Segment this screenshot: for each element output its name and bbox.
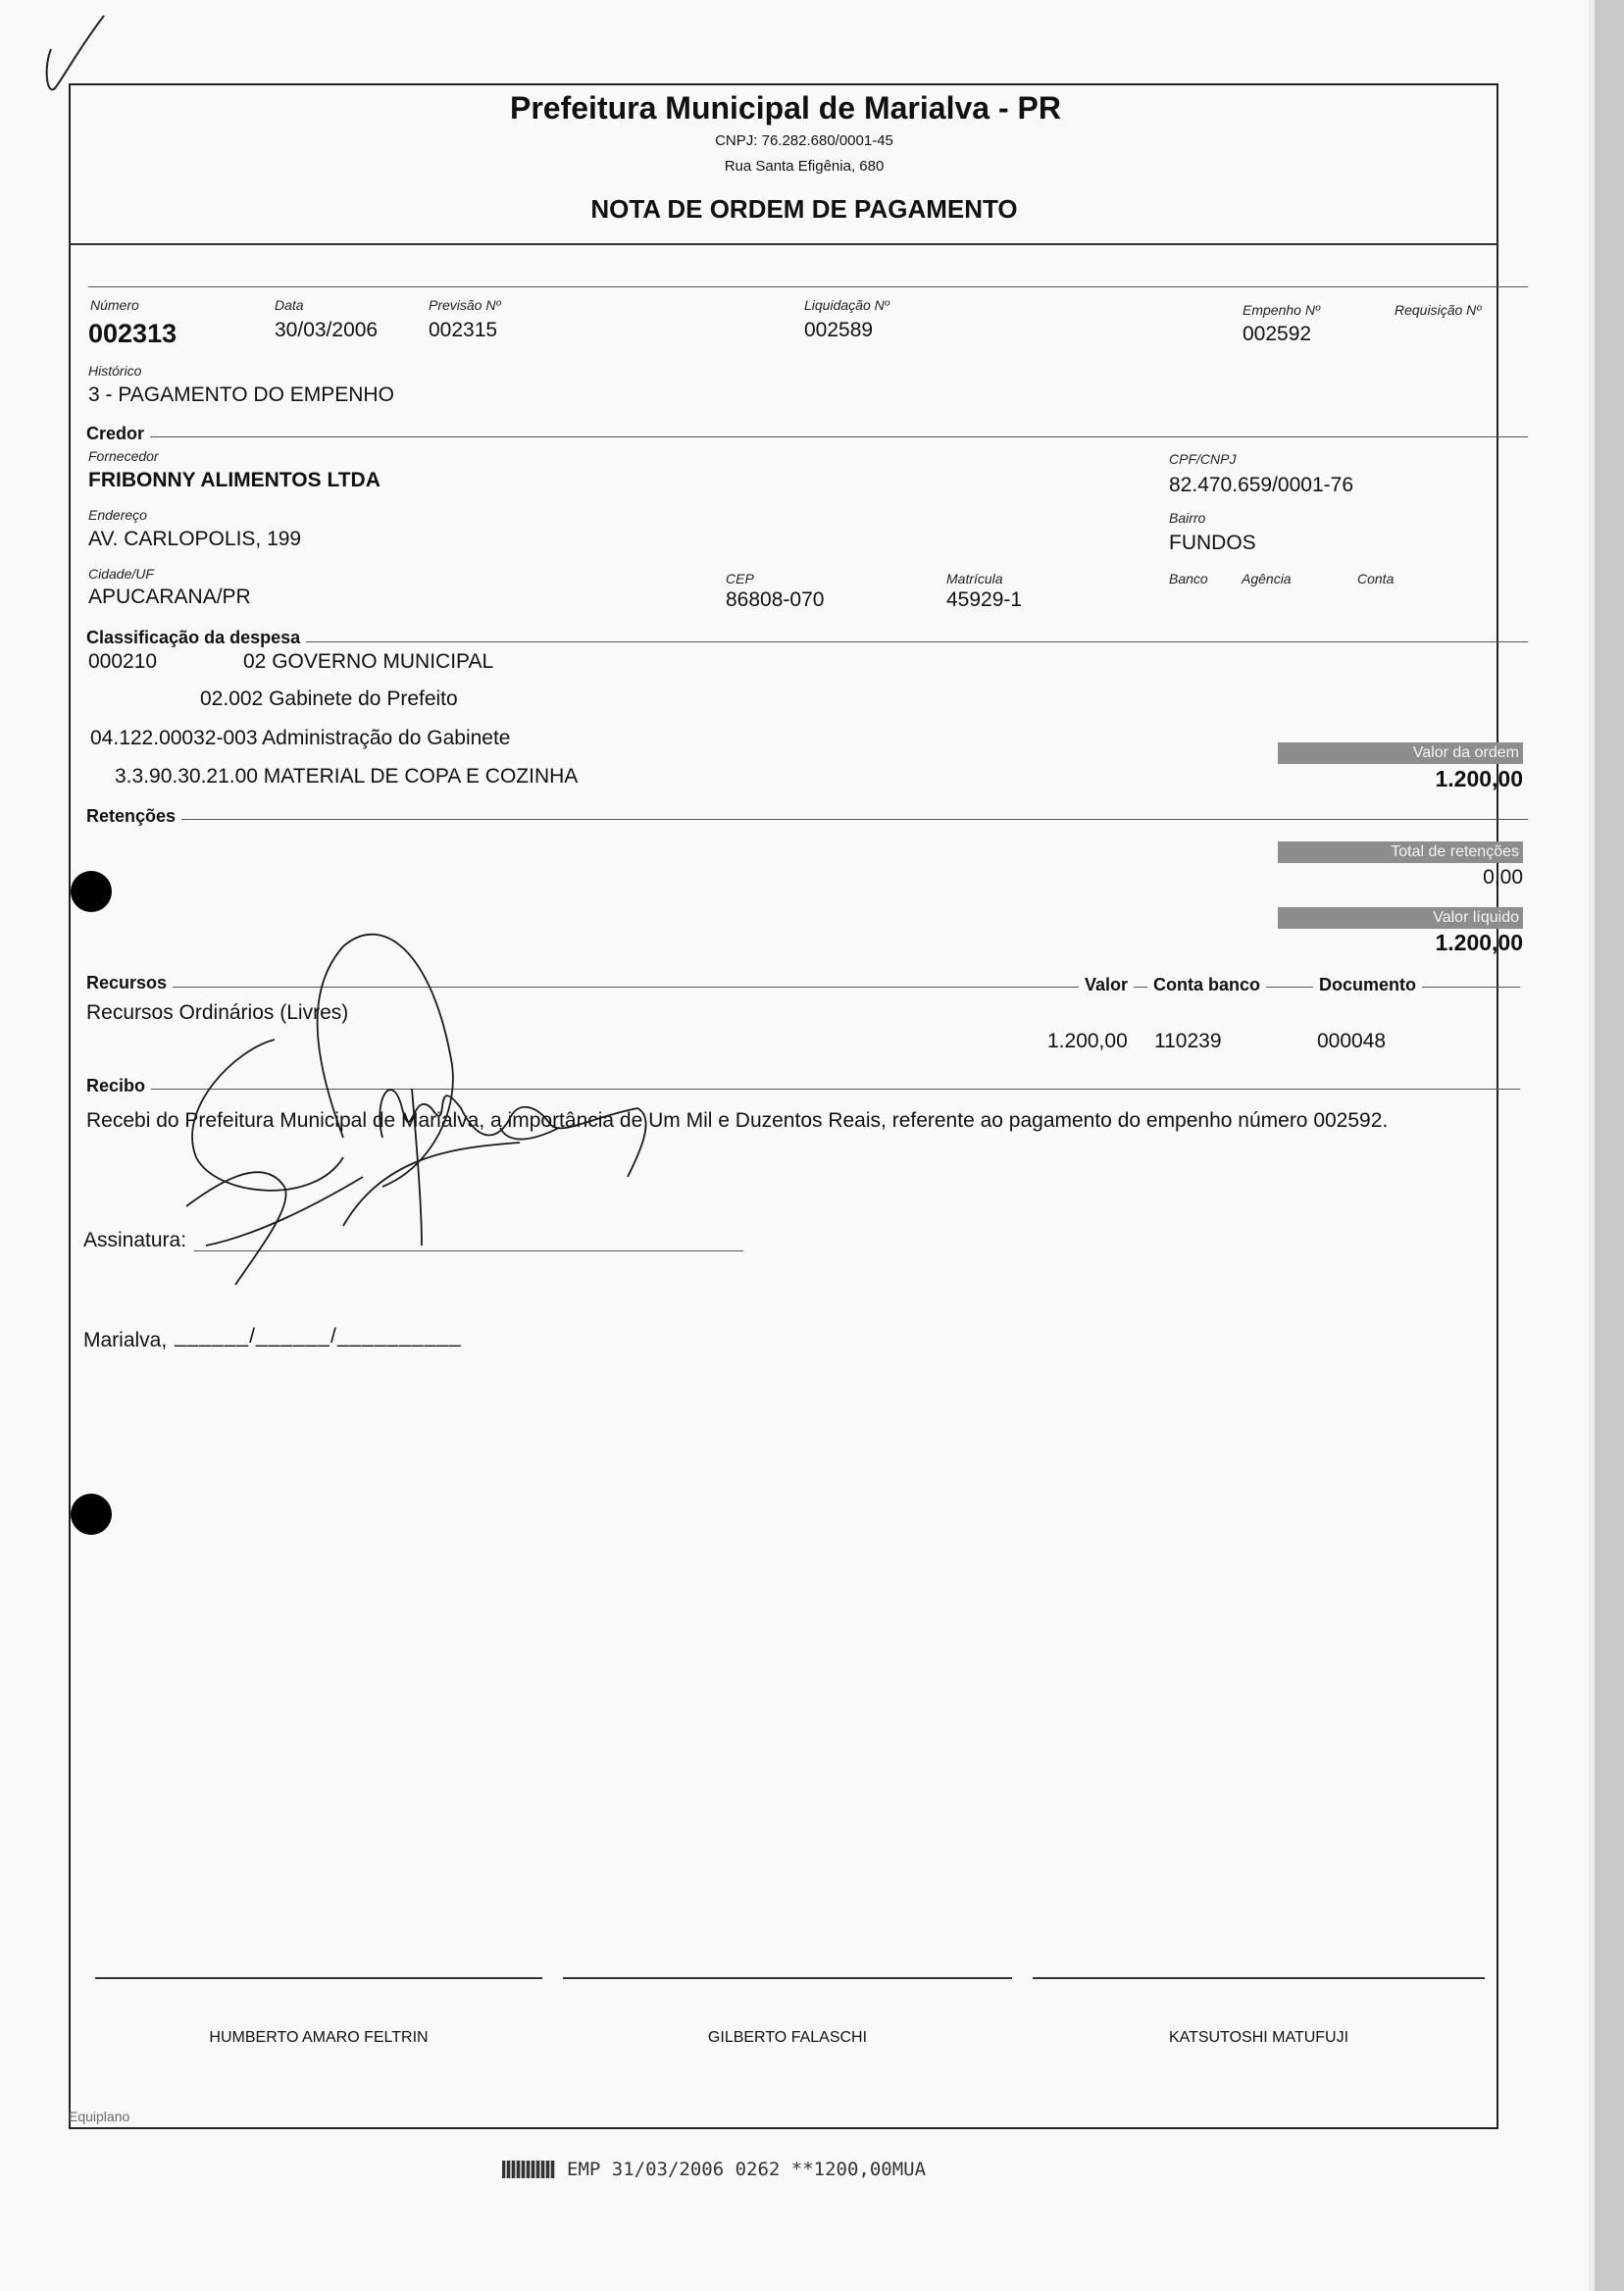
agencia-label: Agência bbox=[1242, 571, 1292, 586]
signature-line-3 bbox=[1033, 1977, 1485, 1979]
recibo-section-title: Recibo bbox=[86, 1076, 151, 1096]
credor-section-title: Credor bbox=[86, 424, 150, 444]
recursos-conta: 110239 bbox=[1154, 1030, 1222, 1052]
signature-line-2 bbox=[563, 1977, 1012, 1979]
banco-label: Banco bbox=[1169, 571, 1208, 586]
bairro-value: FUNDOS bbox=[1169, 532, 1256, 554]
historico-value: 3 - PAGAMENTO DO EMPENHO bbox=[88, 383, 394, 406]
cidade-value: APUCARANA/PR bbox=[88, 585, 251, 608]
classificacao-line4: 3.3.90.30.21.00 MATERIAL DE COPA E COZINHA bbox=[115, 765, 579, 788]
credor-divider bbox=[88, 436, 1528, 437]
stamp-barcode-icon bbox=[502, 2161, 555, 2178]
previsao-value: 002315 bbox=[429, 319, 498, 341]
signature-line-1 bbox=[95, 1977, 542, 1979]
classificacao-line1: 02 GOVERNO MUNICIPAL bbox=[243, 650, 494, 673]
header-divider bbox=[69, 243, 1498, 245]
retencoes-total-value: 0,00 bbox=[1483, 866, 1523, 889]
matricula-label: Matrícula bbox=[946, 571, 1003, 586]
recibo-text: Recebi do Prefeitura Municipal de Marialva, a importância de Um Mil e Duzentos Reais, referente ao pagamento do empenho número 002592. bbox=[86, 1109, 1389, 1132]
recursos-documento-header: Documento bbox=[1313, 975, 1422, 995]
scan-edge bbox=[1595, 0, 1624, 2291]
institution-cnpj: CNPJ: 76.282.680/0001-45 bbox=[715, 132, 893, 149]
cidade-label: Cidade/UF bbox=[88, 566, 154, 582]
bank-authentication-stamp bbox=[502, 2159, 926, 2180]
classificacao-code: 000210 bbox=[88, 650, 158, 673]
institution-address: Rua Santa Efigênia, 680 bbox=[724, 158, 885, 175]
valor-ordem-value: 1.200,00 bbox=[1435, 766, 1523, 791]
recursos-valor: 1.200,00 bbox=[1047, 1030, 1128, 1052]
local-label: Marialva, bbox=[83, 1329, 168, 1351]
classificacao-line3: 04.122.00032-003 Administração do Gabinete bbox=[90, 727, 511, 749]
document-title: NOTA DE ORDEM DE PAGAMENTO bbox=[590, 194, 1018, 224]
signatory-name-3: KATSUTOSHI MATUFUJI bbox=[1168, 2029, 1349, 2046]
software-brand: Equiplano bbox=[69, 2109, 130, 2124]
stamp-text: EMP 31/03/2006 0262 **1200,00MUA bbox=[567, 2159, 927, 2180]
data-label: Data bbox=[275, 297, 304, 313]
valor-liquido-value: 1.200,00 bbox=[1435, 930, 1523, 955]
previsao-label: Previsão Nº bbox=[429, 297, 501, 313]
recursos-documento: 000048 bbox=[1317, 1030, 1387, 1052]
requisicao-label: Requisição Nº bbox=[1395, 302, 1482, 318]
valor-ordem-label: Valor da ordem bbox=[1278, 742, 1523, 764]
recursos-section-title: Recursos bbox=[86, 973, 173, 993]
classificacao-section-title: Classificação da despesa bbox=[86, 628, 306, 648]
punch-hole-bottom bbox=[71, 1494, 112, 1535]
ids-divider bbox=[88, 286, 1528, 287]
liquidacao-value: 002589 bbox=[804, 319, 874, 341]
fornecedor-value: FRIBONNY ALIMENTOS LTDA bbox=[88, 469, 381, 491]
signatory-name-1: HUMBERTO AMARO FELTRIN bbox=[209, 2029, 429, 2046]
classificacao-line2: 02.002 Gabinete do Prefeito bbox=[200, 687, 458, 710]
valor-liquido-label: Valor líquido bbox=[1278, 907, 1523, 929]
recursos-fonte: Recursos Ordinários (Livres) bbox=[86, 1001, 349, 1024]
liquidacao-label: Liquidação Nº bbox=[804, 297, 889, 313]
cep-label: CEP bbox=[726, 571, 754, 586]
handwritten-signature bbox=[147, 912, 677, 1324]
cep-value: 86808-070 bbox=[726, 588, 825, 611]
data-value: 30/03/2006 bbox=[275, 319, 379, 341]
matricula-value: 45929-1 bbox=[946, 588, 1023, 611]
historico-label: Histórico bbox=[88, 363, 142, 379]
numero-label: Número bbox=[90, 297, 139, 313]
recursos-valor-header: Valor bbox=[1079, 975, 1134, 995]
endereco-value: AV. CARLOPOLIS, 199 bbox=[88, 528, 302, 550]
empenho-value: 002592 bbox=[1243, 323, 1312, 345]
cpf-label: CPF/CNPJ bbox=[1169, 451, 1237, 467]
date-blank: ______/______/__________ bbox=[175, 1325, 462, 1348]
bairro-label: Bairro bbox=[1169, 510, 1206, 526]
retencoes-total-label: Total de retenções bbox=[1278, 841, 1523, 863]
numero-value: 002313 bbox=[88, 319, 178, 348]
fornecedor-label: Fornecedor bbox=[88, 448, 159, 464]
cpf-value: 82.470.659/0001-76 bbox=[1169, 474, 1354, 496]
retencoes-divider bbox=[88, 819, 1528, 820]
retencoes-section-title: Retenções bbox=[86, 806, 181, 827]
empenho-label: Empenho Nº bbox=[1243, 302, 1321, 318]
conta-label: Conta bbox=[1357, 571, 1395, 586]
endereco-label: Endereço bbox=[88, 507, 147, 523]
assinatura-label: Assinatura: bbox=[83, 1229, 187, 1251]
recursos-conta-header: Conta banco bbox=[1147, 975, 1266, 995]
institution-title: Prefeitura Municipal de Marialva - PR bbox=[510, 90, 1061, 126]
signatory-name-2: GILBERTO FALASCHI bbox=[707, 2029, 868, 2046]
punch-hole-top bbox=[71, 871, 112, 912]
